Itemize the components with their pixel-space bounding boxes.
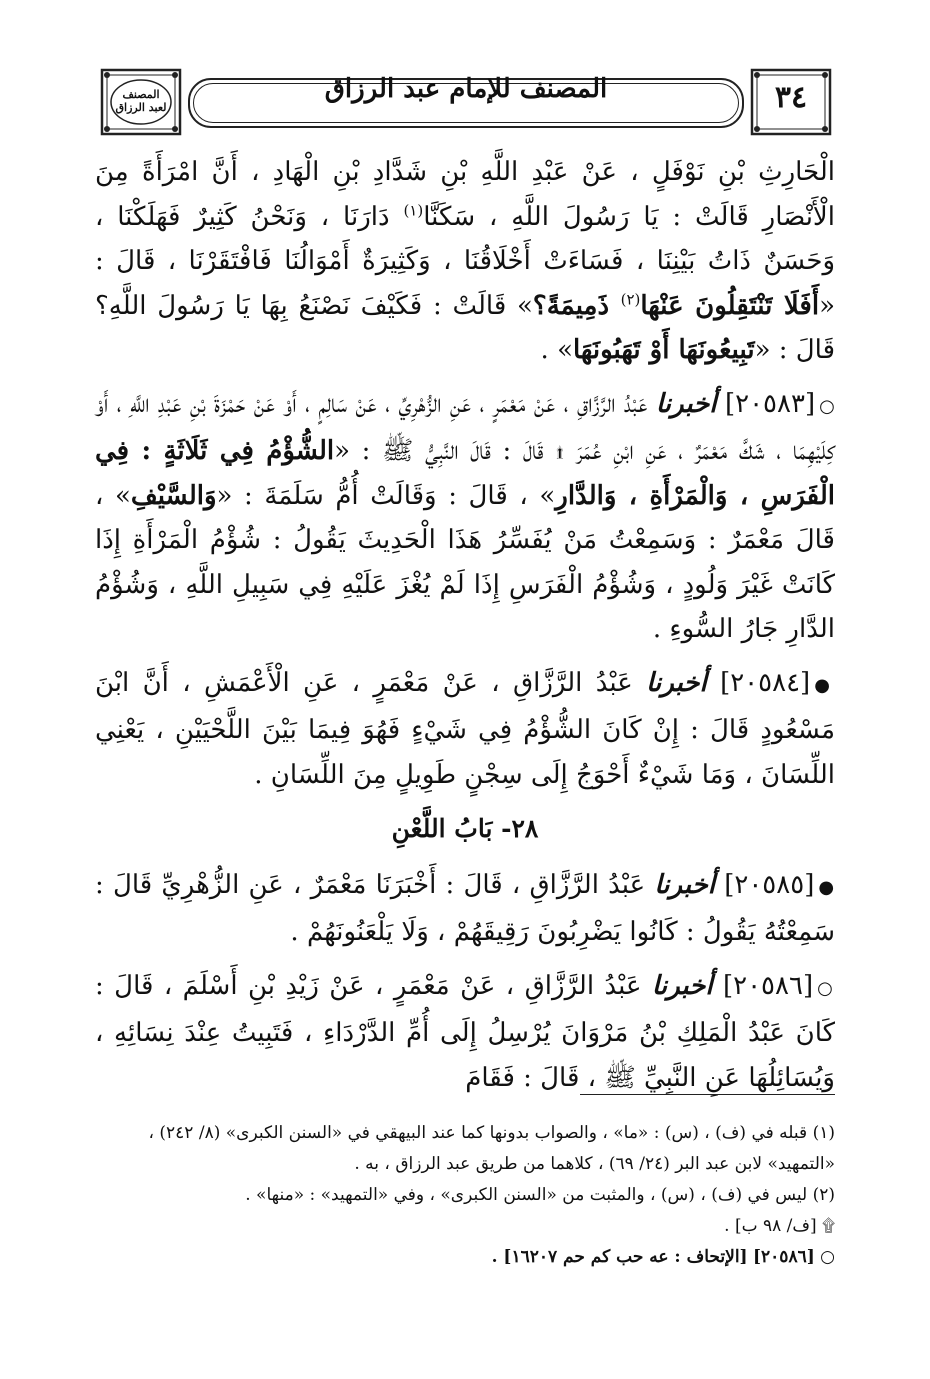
- chain-opener: أخبرنا: [646, 667, 707, 698]
- text-segment: عَبْدُ الرَّزَّاقِ ، عَنْ مَعْمَرٍ ، عَنِ الْأَعْمَشِ ، أَنَّ ابْنَ مَسْعُودٍ قَالَ : إِنْ كَانَ الشُّؤْمُ فِي شَيْءٍ فَهُوَ فِيمَا بَيْنَ اللَّحْيَيْنِ ، يَعْنِي اللِّسَانَ ، وَمَا شَيْءٌ أَحْوَجُ إِلَى سِجْنٍ طَوِيلٍ مِنَ اللِّسَانِ .: [95, 667, 835, 790]
- prophetic-saying: وَالسَّيْفِ: [130, 480, 217, 511]
- footnote-ref: (١): [403, 200, 424, 219]
- prophetic-saying: الشُّؤْمُ فِي ثَلَاثَةٍ : فِي الْفَرَسِ ، وَالْمَرْأَةِ ، وَالدَّارِ: [95, 436, 835, 511]
- prophetic-saying: تَبِيعُونَهَا أَوْ تَهَبُونَهَا: [572, 335, 755, 365]
- hadith-number: [٢٠٥٨٦]: [712, 970, 814, 1001]
- text-segment: عَبْدُ الرَّزَّاقِ ، عَنْ مَعْمَرٍ ، عَنْ زَيْدِ بْنِ أَسْلَمَ ، قَالَ : كَانَ عَبْدُ الْمَلِكِ بْنُ مَرْوَانَ يُرْسِلُ إِلَى أُمِّ الدَّرْدَاءِ ، فَتَبِيتُ عِنْدَ نِسَائِهِ ، وَيُسَائِلُهَا عَنِ النَّبِيِّ ﷺ ، قَالَ : فَقَامَ: [95, 970, 835, 1093]
- text-segment: عَبْدُ الرَّزَّاقِ ، قَالَ : أَخْبَرَنَا مَعْمَرٌ ، عَنِ الزُّهْرِيِّ قَالَ : سَمِعْتُهُ يَقُولُ : كَانُوا يَضْرِبُونَ رَقِيقَهُمْ ، وَلَا يَلْعَنُونَهُمْ .: [95, 869, 835, 947]
- text-segment: عَبْدُ الرَّزَّاقِ ، عَنْ مَعْمَرٍ ، عَنِ الزُّهْرِيِّ ، عَنْ سَالِمٍ ، أَوْ عَنْ حَمْزَةَ بْنِ عَبْدِ اللَّهِ ، أَوْ كِلَيْهِمَا ، شَكَّ مَعْمَرٌ ، عَنِ ابْنِ عُمَرَ ۩ قَالَ : قَالَ النَّبِيُّ ﷺ : «: [95, 388, 835, 466]
- footnote-1-line-1: (١) قبله في (ف) ، (س) : «ما» ، والصواب بدونها كما عند البيهقي في «السنن الكبرى» (٨/ ٢٤٢) ،: [148, 1123, 835, 1143]
- text-segment: » .: [540, 335, 573, 365]
- running-title: المصنف للإمام عبد الرزاق: [324, 74, 608, 104]
- page-header: [100, 68, 832, 136]
- footnote-1-line-2: «التمهيد» لابن عبد البر (٢٤/ ٦٩) ، كلاهما من طريق عبد الرزاق ، به .: [354, 1154, 835, 1174]
- takhrij-ref: [٢٠٥٨٦]: [753, 1247, 815, 1267]
- section2-paragraph-0: [95, 863, 835, 955]
- section1-paragraph-1: [95, 382, 835, 652]
- takhrij-text: [الإتحاف : عه حب كم حم ١٦٢٠٧] .: [491, 1247, 748, 1267]
- footnote-divider: [580, 1094, 835, 1095]
- text-segment: دَارَنَا ، وَنَحْنُ كَثِيرٌ فَهَلَكْنَا ، وَحَسَنٌ ذَاتُ بَيْنِنَا ، فَسَاءَتْ أَخْلَاقُنَا ، وَكَثِيرَةٌ أَمْوَالُنَا فَافْتَقَرْنَا ، قَالَ : «: [95, 201, 835, 321]
- page-number: ٣٤: [774, 80, 808, 115]
- section1-paragraph-0: [95, 150, 835, 373]
- chain-opener: أخبرنا: [655, 388, 717, 419]
- hadith-marker: ○: [819, 395, 835, 417]
- text-segment: » ، قَالَ مَعْمَرٌ : وَسَمِعْتُ مَنْ يُفَسِّرُ هَذَا الْحَدِيثَ يَقُولُ : شُؤْمُ الْمَرْأَةِ إِذَا كَانَتْ غَيْرَ وَلُودٍ ، وَشُؤْمُ الْفَرَسِ إِذَا لَمْ يُغْزَ عَلَيْهِ فِي سَبِيلِ اللَّهِ ، وَشُؤْمُ الدَّارِ جَارُ السُّوءِ .: [95, 480, 835, 644]
- text-segment: » قَالَتْ : فَكَيْفَ نَصْنَعُ بِهَا يَا رَسُولَ اللَّهِ؟ قَالَ : «: [95, 290, 835, 365]
- chain-opener: أخبرنا: [651, 970, 713, 1001]
- section2-paragraph-1: [95, 964, 835, 1101]
- hadith-marker: ●: [814, 674, 835, 696]
- logo-line-2: لعبد الرزاق: [115, 101, 167, 114]
- prophetic-saying: ذَمِيمَةً؟: [532, 290, 621, 321]
- footnotes: [95, 1118, 835, 1273]
- footnote-2: (٢) ليس في (ف) ، (س) ، والمثبت من «السنن الكبرى» ، وفي «التمهيد» : «منها» .: [245, 1185, 835, 1205]
- hadith-number: [٢٠٥٨٤]: [706, 667, 811, 698]
- hadith-number: [٢٠٥٨٣]: [716, 388, 816, 419]
- takhrij-note: [95, 1242, 835, 1273]
- text-segment: الْحَارِثِ بْنِ نَوْفَلٍ ، عَنْ عَبْدِ اللَّهِ بْنِ شَدَّادِ بْنِ الْهَادِ ، أَنَّ امْرَأَةً مِنَ الْأَنْصَارِ قَالَتْ : يَا رَسُولَ اللَّهِ ، سَكَنَّا: [95, 157, 835, 232]
- chain-opener: أخبرنا: [654, 869, 716, 900]
- folio-note: ۩ [ف/ ٩٨ ب] .: [724, 1216, 835, 1236]
- takhrij-marker: ○: [820, 1247, 835, 1267]
- main-text: [95, 150, 835, 1109]
- prophetic-saying: أَفَلَا تَنْتَقِلُونَ عَنْهَا: [640, 290, 820, 321]
- hadith-marker: ○: [817, 977, 835, 999]
- text-segment: » ، قَالَ : وَقَالَتْ أُمُّ سَلَمَةَ : «: [216, 480, 556, 511]
- footnote-ref: (٢): [620, 289, 641, 308]
- section1-paragraph-2: [95, 661, 835, 798]
- logo-line-1: المصنف: [122, 88, 160, 101]
- hadith-number: [٢٠٥٨٥]: [715, 869, 815, 900]
- chapter-heading: ٢٨- بَابُ اللَّعْنِ: [391, 814, 539, 843]
- hadith-marker: ●: [818, 876, 836, 898]
